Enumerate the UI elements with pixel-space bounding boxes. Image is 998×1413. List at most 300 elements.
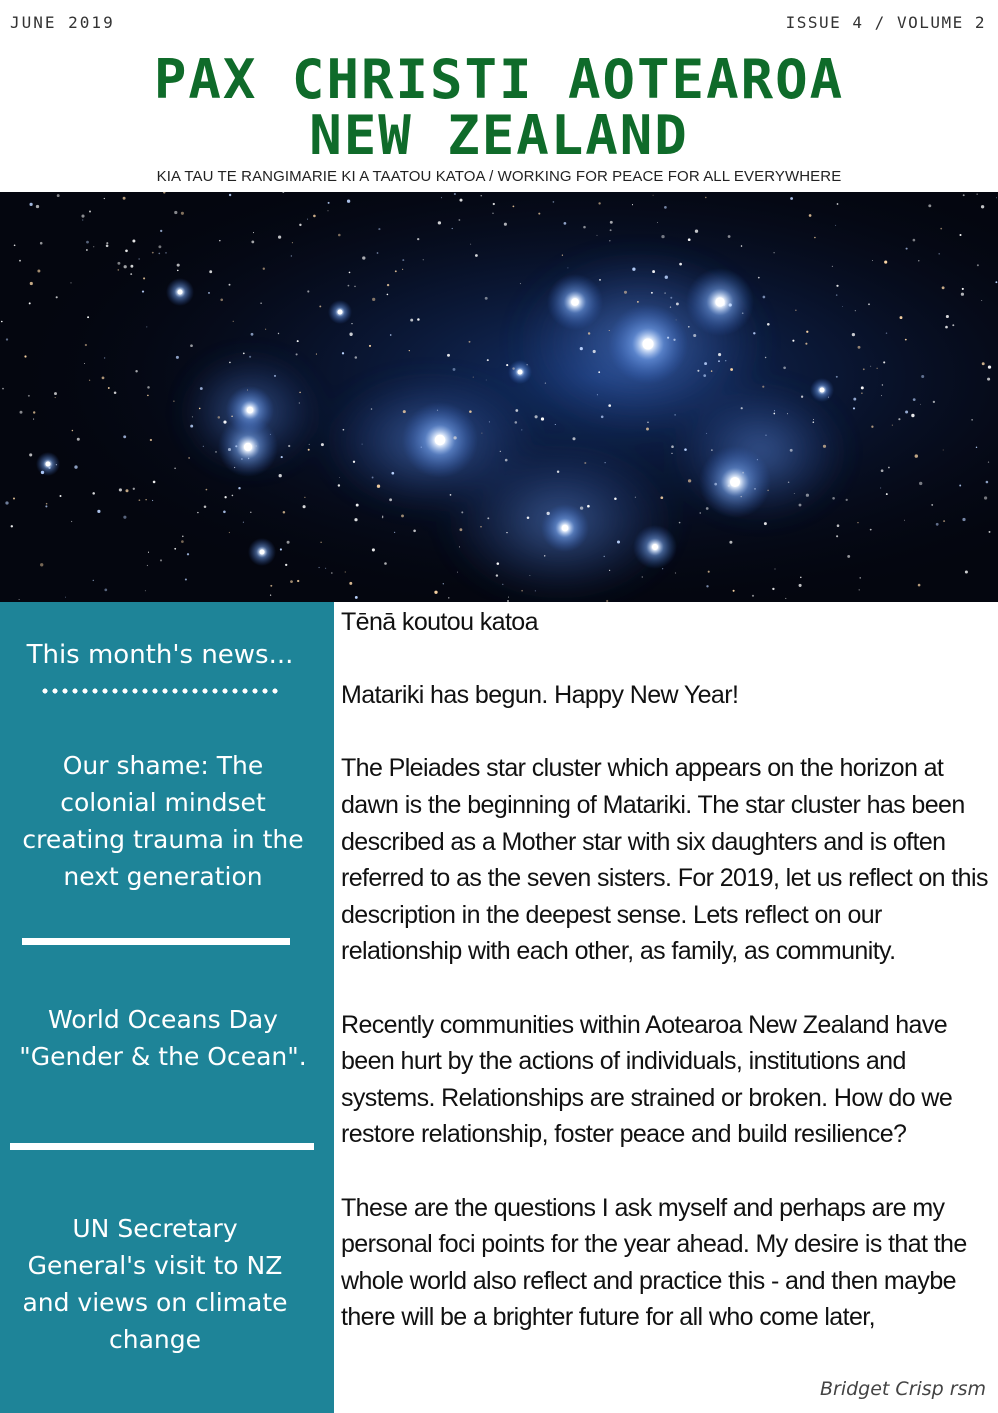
star <box>704 362 707 365</box>
star <box>853 407 855 409</box>
star <box>297 340 299 342</box>
star <box>545 382 546 383</box>
star <box>504 223 507 226</box>
star <box>836 535 838 537</box>
star <box>279 474 282 477</box>
star <box>92 492 95 495</box>
star <box>173 400 174 401</box>
star <box>423 259 424 260</box>
star <box>774 568 775 569</box>
star <box>372 298 375 301</box>
star <box>130 265 133 268</box>
star <box>197 512 198 513</box>
star <box>251 333 254 336</box>
star <box>562 255 563 256</box>
star <box>371 408 373 410</box>
star <box>30 282 33 285</box>
star <box>847 555 850 558</box>
star <box>97 510 100 513</box>
star <box>493 203 495 205</box>
star <box>506 364 508 366</box>
star <box>54 392 57 395</box>
star <box>946 315 949 318</box>
star <box>147 395 149 397</box>
star <box>307 219 308 220</box>
star <box>238 487 240 489</box>
star <box>535 590 536 591</box>
star <box>860 577 861 578</box>
star <box>832 266 833 267</box>
star <box>604 556 605 557</box>
star <box>174 468 176 470</box>
star <box>297 580 299 582</box>
star <box>320 542 321 543</box>
star <box>117 262 120 265</box>
star <box>684 448 687 451</box>
star <box>977 194 978 195</box>
star <box>718 360 720 362</box>
star <box>74 465 77 468</box>
star <box>544 555 545 556</box>
star <box>321 443 324 446</box>
star <box>588 332 590 334</box>
star <box>229 284 231 286</box>
dotted-divider <box>40 688 278 694</box>
star <box>104 589 107 592</box>
star <box>928 204 931 207</box>
star <box>855 310 856 311</box>
star <box>688 238 691 241</box>
star <box>174 548 176 550</box>
tagline: KIA TAU TE RANGIMARIE KI A TAATOU KATOA / WORKING FOR PEACE FOR ALL EVERYWHERE <box>156 168 842 185</box>
star <box>859 589 860 590</box>
star <box>861 393 862 394</box>
star <box>135 370 137 372</box>
star <box>55 397 56 398</box>
star <box>1 321 3 323</box>
star <box>452 228 453 229</box>
star <box>291 255 292 256</box>
star <box>788 481 790 483</box>
bright-star-core <box>571 298 579 306</box>
star <box>647 422 649 424</box>
star <box>599 279 601 281</box>
star <box>378 228 380 230</box>
star <box>674 414 675 415</box>
star <box>497 562 500 565</box>
star <box>72 430 74 432</box>
star <box>610 221 613 224</box>
star <box>143 277 145 279</box>
star <box>448 597 449 598</box>
star <box>635 497 636 498</box>
star <box>93 246 94 247</box>
star <box>362 444 363 445</box>
star <box>708 571 710 573</box>
star <box>19 599 20 600</box>
star <box>774 410 775 411</box>
star <box>898 418 900 420</box>
star <box>836 376 838 378</box>
star <box>700 512 701 513</box>
star <box>223 511 226 514</box>
star <box>881 469 884 472</box>
star <box>711 449 712 450</box>
star <box>835 225 836 226</box>
star <box>278 235 281 238</box>
star <box>617 540 620 543</box>
star <box>249 356 251 358</box>
star <box>77 438 80 441</box>
star <box>232 495 234 497</box>
star <box>679 522 681 524</box>
star <box>942 286 945 289</box>
star <box>199 408 201 410</box>
star <box>541 417 544 420</box>
star <box>863 368 865 370</box>
star <box>920 404 921 405</box>
star <box>938 253 940 255</box>
star <box>342 352 344 354</box>
star <box>139 499 141 501</box>
star <box>251 240 254 243</box>
star <box>904 520 905 521</box>
star <box>703 374 706 377</box>
star <box>290 580 293 583</box>
star <box>148 552 149 553</box>
star <box>936 523 939 526</box>
star <box>402 269 403 270</box>
star <box>281 456 283 458</box>
star <box>567 267 568 268</box>
star <box>33 419 34 420</box>
bright-star-core <box>652 544 658 550</box>
star <box>86 241 89 244</box>
star <box>507 600 509 602</box>
star <box>871 426 873 428</box>
star <box>671 453 672 454</box>
star <box>176 356 179 359</box>
star <box>369 345 371 347</box>
star <box>982 362 985 365</box>
star <box>598 371 600 373</box>
star <box>307 290 309 292</box>
star <box>765 357 766 358</box>
star <box>836 294 837 295</box>
star <box>459 199 462 202</box>
star <box>243 353 245 355</box>
star <box>787 413 788 414</box>
star <box>203 446 204 447</box>
star <box>319 305 321 307</box>
sidebar-divider <box>22 938 290 945</box>
star <box>87 316 89 318</box>
star <box>417 238 419 240</box>
star <box>520 283 521 284</box>
star <box>989 531 991 533</box>
star <box>441 197 442 198</box>
star <box>481 195 482 196</box>
star <box>229 362 231 364</box>
star <box>328 202 330 204</box>
star <box>37 270 40 273</box>
star <box>89 211 91 213</box>
star <box>706 507 709 510</box>
star <box>345 572 346 573</box>
news-sidebar <box>0 602 334 1413</box>
star <box>123 516 126 519</box>
star <box>233 321 234 322</box>
star <box>296 353 298 355</box>
star <box>527 516 530 519</box>
star <box>605 462 606 463</box>
masthead-title-line1: PAX CHRISTI AOTEAROA <box>153 48 845 111</box>
star <box>961 293 964 296</box>
star <box>395 270 397 272</box>
star <box>661 235 664 238</box>
star <box>434 591 437 594</box>
star <box>182 536 184 538</box>
star <box>130 273 132 275</box>
article-paragraph: The Pleiades star cluster which appears on the horizon at dawn is the beginning of Matariki. The star cluster has been described as a Mother star with six daughters and is often referred to as the seven sisters. For 2019, let us reflect on this description in the deepest sense. Lets reflect on our relationship with each other, as family, as community. <box>341 754 988 966</box>
star <box>981 300 982 301</box>
star <box>857 522 858 523</box>
star <box>263 268 265 270</box>
star <box>158 245 161 248</box>
star <box>837 203 839 205</box>
star <box>773 413 775 415</box>
star <box>158 253 160 255</box>
star <box>814 237 816 239</box>
star <box>362 256 365 259</box>
star <box>858 346 861 349</box>
star <box>609 570 610 571</box>
star <box>806 331 808 333</box>
star <box>790 197 793 200</box>
star <box>800 577 801 578</box>
star <box>919 482 922 485</box>
star <box>711 370 712 371</box>
star <box>70 282 71 283</box>
star <box>665 276 668 279</box>
star <box>852 333 855 336</box>
star <box>981 205 984 208</box>
star <box>402 259 404 261</box>
star <box>181 212 184 215</box>
star <box>119 488 122 491</box>
star <box>660 496 663 499</box>
star <box>705 197 706 198</box>
author-signature: Bridget Crisp rsm <box>820 1378 986 1400</box>
star <box>270 585 272 587</box>
star <box>959 234 961 236</box>
star <box>553 201 555 203</box>
star <box>65 597 66 598</box>
star <box>813 421 815 423</box>
star <box>792 340 794 342</box>
star <box>870 529 872 531</box>
article-paragraph: These are the questions I ask myself and perhaps are my personal foci points for the year ahead. My desire is that the whole world also reflect and practice this - and then maybe there will be a brighter future for all who come later, <box>341 1193 967 1332</box>
star <box>60 495 62 497</box>
star <box>356 504 359 507</box>
star <box>913 239 916 242</box>
star <box>676 302 679 305</box>
star <box>81 215 84 218</box>
star <box>469 410 472 413</box>
star <box>805 343 807 345</box>
star <box>6 338 8 340</box>
star <box>765 435 766 436</box>
star <box>962 518 965 521</box>
star <box>139 258 140 259</box>
star <box>652 270 655 273</box>
star <box>33 411 35 413</box>
star <box>846 499 848 501</box>
star <box>475 254 478 257</box>
star <box>299 402 300 403</box>
star <box>243 522 244 523</box>
star <box>288 445 290 447</box>
star <box>401 514 404 517</box>
star <box>147 565 148 566</box>
star <box>971 419 972 420</box>
star <box>84 363 85 364</box>
star <box>593 350 596 353</box>
star <box>583 226 586 229</box>
star <box>480 526 481 527</box>
star <box>304 497 305 498</box>
star <box>125 249 128 252</box>
star <box>461 511 463 513</box>
star <box>206 489 208 491</box>
star <box>447 354 450 357</box>
star <box>413 529 416 532</box>
star <box>339 477 340 478</box>
star <box>278 333 279 334</box>
star <box>886 493 888 495</box>
star <box>884 261 887 264</box>
star <box>125 489 128 492</box>
star <box>783 366 786 369</box>
star <box>836 285 838 287</box>
star <box>861 386 864 389</box>
star <box>801 396 803 398</box>
bright-star-core <box>338 310 343 315</box>
star <box>492 213 494 215</box>
star <box>671 445 674 448</box>
star <box>82 219 83 220</box>
star <box>892 425 893 426</box>
star <box>145 499 146 500</box>
star <box>506 532 507 533</box>
star <box>962 288 964 290</box>
star <box>813 419 814 420</box>
article-body <box>341 604 991 1372</box>
star <box>454 193 456 195</box>
star <box>457 572 458 573</box>
star <box>450 494 452 496</box>
star <box>106 245 109 248</box>
star <box>391 472 394 475</box>
star <box>165 252 166 253</box>
star <box>959 485 961 487</box>
star <box>377 485 380 488</box>
star <box>309 444 310 445</box>
star <box>102 377 105 380</box>
star <box>598 202 600 204</box>
star <box>382 517 384 519</box>
star <box>764 522 767 525</box>
star <box>24 355 26 357</box>
star <box>943 520 945 522</box>
star <box>338 484 340 486</box>
star <box>772 588 774 590</box>
star <box>20 411 23 414</box>
star <box>664 292 665 293</box>
news-item-un-secretary-general[interactable]: UN Secretary General's visit to NZ and views on climate change <box>22 1214 288 1354</box>
star <box>905 411 908 414</box>
star <box>343 429 345 431</box>
star <box>389 498 392 501</box>
star <box>762 386 764 388</box>
star <box>185 578 187 580</box>
star <box>943 450 944 451</box>
star <box>150 439 152 441</box>
star <box>85 344 87 346</box>
news-item-world-oceans-day[interactable]: World Oceans Day "Gender & the Ocean". <box>19 1005 307 1071</box>
star <box>870 366 871 367</box>
star <box>223 421 226 424</box>
star <box>253 232 254 233</box>
star <box>108 387 110 389</box>
article-greeting: Tēnā koutou katoa <box>341 608 538 636</box>
star <box>853 398 856 401</box>
sidebar-heading: This month's news... <box>26 640 294 670</box>
star <box>200 387 203 390</box>
star <box>190 425 193 428</box>
star <box>270 594 271 595</box>
star <box>409 350 410 351</box>
star <box>632 268 635 271</box>
star <box>5 501 8 504</box>
star <box>338 234 341 237</box>
bright-star-core <box>260 550 265 555</box>
star <box>410 319 413 322</box>
news-item-colonial-mindset[interactable]: Our shame: The colonial mindset creating trauma in the next generation <box>22 751 304 891</box>
star <box>868 303 870 305</box>
star <box>487 359 489 361</box>
star <box>29 302 31 304</box>
star <box>883 361 885 363</box>
star <box>557 471 559 473</box>
star <box>706 585 708 587</box>
star <box>417 318 420 321</box>
star <box>913 398 916 401</box>
star <box>473 377 474 378</box>
star <box>104 357 105 358</box>
star <box>725 360 726 361</box>
star <box>152 500 153 501</box>
star <box>349 333 352 336</box>
star <box>190 344 193 347</box>
star <box>349 272 351 274</box>
star <box>325 568 326 569</box>
star <box>763 296 766 299</box>
star <box>487 517 489 519</box>
star <box>485 297 488 300</box>
star <box>117 269 119 271</box>
star <box>653 195 654 196</box>
